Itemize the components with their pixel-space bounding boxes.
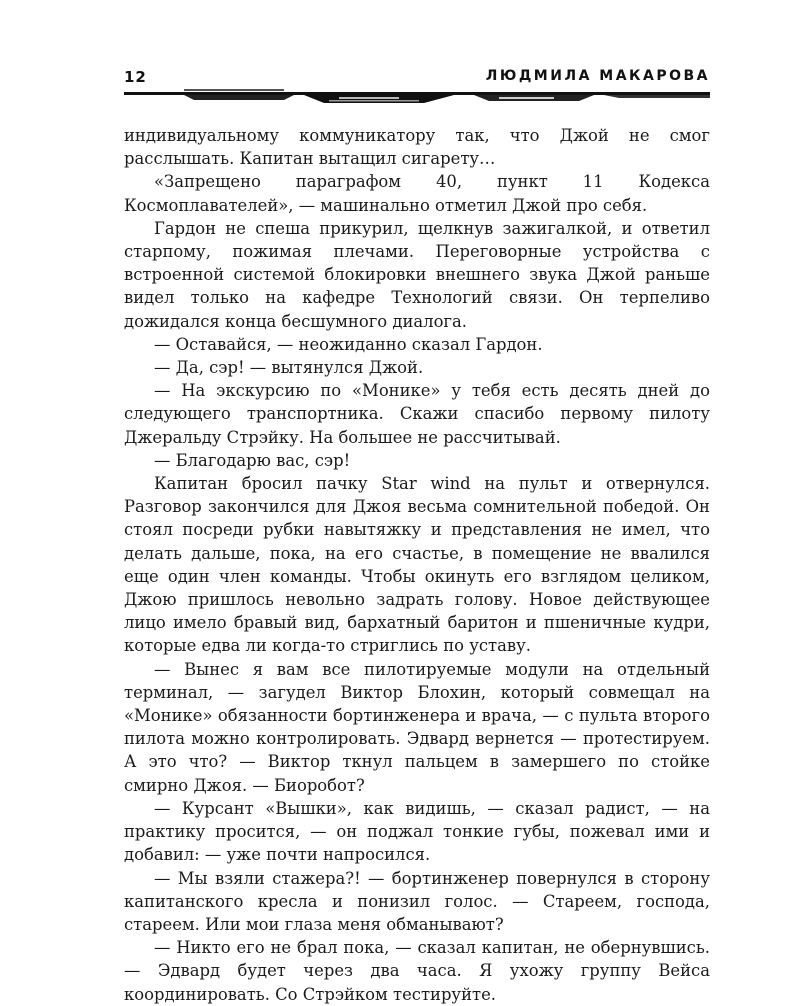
paragraph: — Мы взяли стажера?! — бортинженер повернулся в сторону капитанского кресла и понизил голос. — Стареем, господа, стареем. Или мои глаза меня обманывают? <box>124 868 710 934</box>
paragraph: индивидуальному коммуникатору так, что Джой не смог расслышать. Капитан вытащил сигарету… <box>124 126 710 169</box>
page-number: 12 <box>124 68 147 86</box>
paragraph: — Никто его не брал пока, — сказал капитан, не обернувшись. — Эдвард будет через два часа. Я ухожу группу Вейса координировать. Со Стрэйком тестируйте. <box>124 938 710 1004</box>
paragraph: — Оставайся, — неожиданно сказал Гардон. <box>154 334 543 354</box>
paragraph: Гардон не спеша прикурил, щелкнув зажигалкой, и ответил старпому, пожимая плечами. Переговорные устройства с встроенной системой блокировки внешнего звука Джой раньше видел только на кафедре Технологий связи. Он терпеливо дожидался конца бесшумного диалога. <box>124 218 710 331</box>
header-ornament-rule <box>124 86 710 104</box>
paragraph: — Вынес я вам все пилотируемые модули на отдельный терминал, — загудел Виктор Блохин, который совмещал на «Монике» обязанности бортинженера и врача, — с пульта второго пилота можно контролировать. Эдвард вернется — протестируем. А это что? — Виктор ткнул пальцем в замершего по стойке смирно Джоя. — Биоробот? <box>124 659 710 795</box>
paragraph: — Благодарю вас, сэр! <box>154 450 351 470</box>
paragraph: «Запрещено параграфом 40, пункт 11 Кодекса Космоплавателей», — машинально отметил Джой про себя. <box>124 172 710 215</box>
paragraph: Капитан бросил пачку Star wind на пульт и отвернулся. Разговор закончился для Джоя весьма сомнительной победой. Он стоял посреди рубки навытяжку и представления не имел, что делать дальше, пока, на его счастье, в помещение не ввалился еще один член команды. Чтобы окинуть его взглядом целиком, Джою пришлось невольно задрать голову. Новое действующее лицо имело бравый вид, бархатный баритон и пшеничные кудри, которые едва ли когда-то стриглись по уставу. <box>124 474 710 656</box>
author-name: ЛЮДМИЛА МАКАРОВА <box>485 68 710 84</box>
paragraph: — Курсант «Вышки», как видишь, — сказал радист, — на практику просится, — он поджал тонкие губы, пожевал ими и добавил: — уже почти напросился. <box>124 798 710 865</box>
body-text <box>124 124 710 1006</box>
paragraph: — На экскурсию по «Монике» у тебя есть десять дней до следующего транспортника. Скажи спасибо первому пилоту Джеральду Стрэйку. На большее не рассчитывай. <box>124 381 710 447</box>
paragraph: — Да, сэр! — вытянулся Джой. <box>154 358 424 378</box>
running-header <box>124 66 710 106</box>
